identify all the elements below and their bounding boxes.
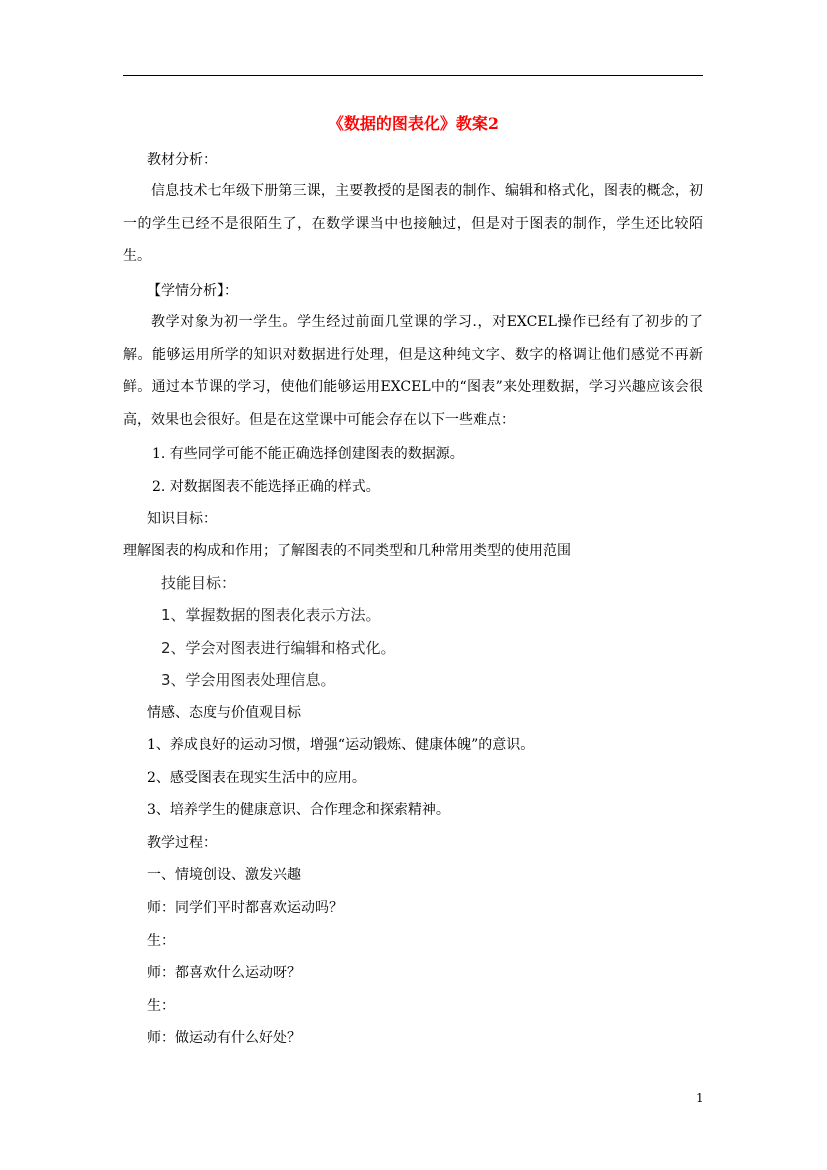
header-rule: [123, 75, 703, 76]
textbook-analysis: 信息技术七年级下册第三课，主要教授的是图表的制作、编辑和格式化，图表的概念，初一的学生已经不是很陌生了，在数学课当中也接触过，但是对于图表的制作，学生还比较陌生。: [123, 183, 703, 264]
textbook-heading: 教材分析：: [147, 152, 217, 168]
emotion-goal-2: 2、感受图表在现实生活中的应用。: [147, 770, 366, 786]
document-title: 《数据的图表化》教案2: [327, 114, 500, 133]
page-number: 1: [696, 1091, 704, 1105]
student-heading: 【学情分析】：: [147, 283, 238, 299]
student-analysis: 教学对象为初一学生。学生经过前面几堂课的学习.，对EXCEL操作已经有了初步的了解。能够运用所学的知识对数据进行处理，但是这种纯文字、数字的格调让他们感觉不再新鲜。通过本节课的学习，使他们能够运用EXCEL中的“图表”来处理数据，学习兴趣应该会很高，效果也会很好。但是在这堂课中可能会存在以下一些难点：: [123, 314, 703, 428]
skill-goal-3: 3、学会用图表处理信息。: [161, 671, 336, 689]
difficulty-item-1: 1. 有些同学可能不能正确选择创建图表的数据源。: [152, 446, 464, 462]
dialogue-line: 师：做运动有什么好处？: [147, 1030, 301, 1046]
knowledge-heading: 知识目标：: [147, 511, 217, 527]
knowledge-goal: 理解图表的构成和作用；了解图表的不同类型和几种常用类型的使用范围: [123, 543, 571, 559]
dialogue-line: 师：同学们平时都喜欢运动吗？: [147, 900, 343, 916]
emotion-heading: 情感、态度与价值观目标: [147, 705, 301, 721]
dialogue-line: 生：: [147, 998, 175, 1014]
skill-heading: 技能目标：: [161, 574, 237, 592]
dialogue-line: 师：都喜欢什么运动呀？: [147, 965, 301, 981]
difficulty-item-2: 2. 对数据图表不能选择正确的样式。: [152, 479, 380, 495]
process-heading: 教学过程：: [147, 835, 217, 851]
skill-goal-1: 1、掌握数据的图表化表示方法。: [161, 606, 381, 624]
emotion-goal-1: 1、养成良好的运动习惯，增强“运动锻炼、健康体魄”的意识。: [147, 737, 535, 753]
process-section: 一、情境创设、激发兴趣: [147, 867, 301, 883]
skill-goal-2: 2、学会对图表进行编辑和格式化。: [161, 639, 396, 657]
dialogue-line: 生：: [147, 933, 175, 949]
emotion-goal-3: 3、培养学生的健康意识、合作理念和探索精神。: [147, 802, 450, 818]
